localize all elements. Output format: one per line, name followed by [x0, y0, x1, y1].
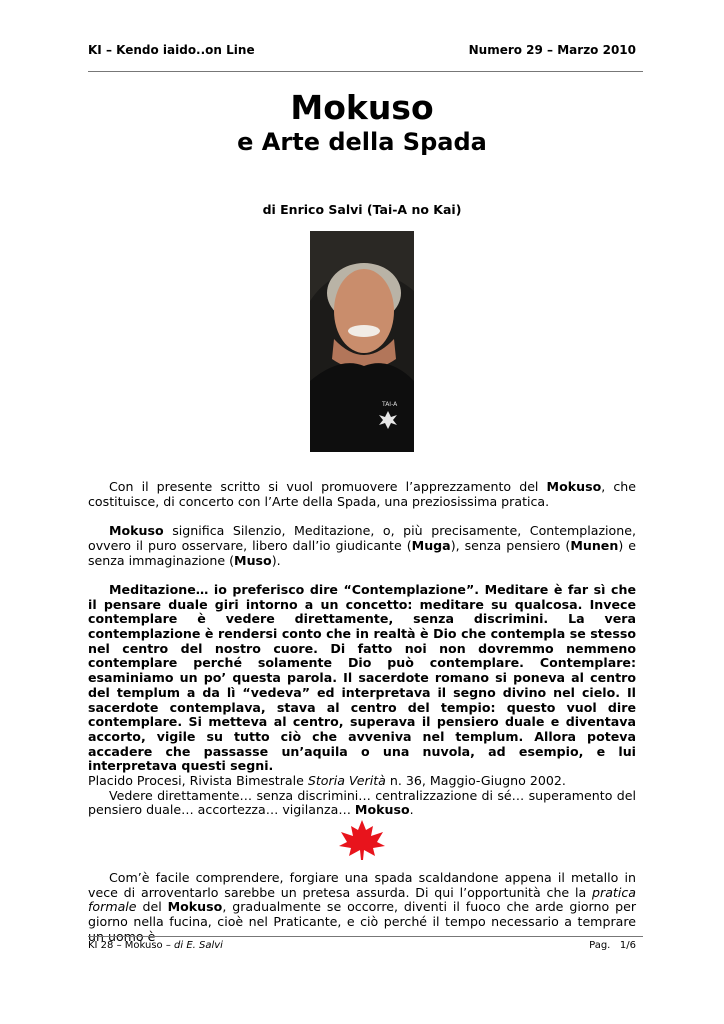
- article-title: Mokuso: [290, 88, 434, 127]
- page-footer: [88, 940, 636, 951]
- text: Com’è facile comprendere, forgiare una spada scaldandone appena il metallo in vece di arroventarlo sarebbe un pretesa assurda. Di qui l’opportunità che la: [88, 870, 636, 900]
- bold-term: Mokuso: [109, 523, 164, 539]
- text: .: [409, 802, 414, 818]
- header-issue: Numero 29 – Marzo 2010: [468, 43, 636, 57]
- article-subtitle: e Arte della Spada: [237, 128, 487, 156]
- text: ) e senza immaginazione (: [88, 537, 636, 568]
- quote-paragraph: Meditazione… io preferisco dire “Contemplazione”. Meditare è far sì che il pensare duale giri intorno a un concetto: meditare su qualcosa. Invece contemplare è vedere direttamente, senza discrimini. La vera contemplazione è rendersi conto che in realtà è Dio che contempla se stesso nel centro del nostro cuore. Di fatto noi non dovremmo nemmeno contemplare perché solamente Dio può contemplare. Contemplare: esaminiamo un po’ questa parola. Il sacerdote romano si poneva al centro del templum a da lì “vedeva” ed interpretava il segno divino nel cielo. Il sacerdote contemplava, stava al centro del tempio: questo vuol dire contemplare. Si metteva al centro, superava il pensiero duale e diventava accorto, vigile su tutto ciò che avveniva nel templum. Allora poteva accadere che passasse un’aquila o una nuvola, ad esempio, e lui interpretava questi segni.: [88, 581, 636, 774]
- text: ).: [271, 552, 281, 568]
- footer-divider: [88, 936, 643, 937]
- article-body: [88, 480, 636, 833]
- svg-text:TAI-A: TAI-A: [382, 401, 398, 408]
- text: , gradualmente se occorre, diventi il fuoco che arde giorno per giorno nella fucina, cioè nel Praticante, e ciò perché il tempo necessario a temprare un uomo è: [88, 899, 637, 944]
- text: del: [136, 899, 168, 915]
- italic-term: pratica formale: [88, 884, 636, 915]
- text: Vedere direttamente… senza discrimini… centralizzazione di sé… superamento del pensiero duale… accortezza… vigilanza…: [88, 787, 636, 818]
- quote-citation: [88, 774, 636, 789]
- paragraph-forging: [88, 871, 636, 945]
- text: Con il presente scritto si vuol promuovere l’apprezzamento del: [109, 479, 547, 494]
- paragraph-definition: [88, 524, 636, 568]
- paragraph-summary: [88, 789, 636, 818]
- bold-term: Muso: [234, 552, 272, 568]
- bold-term: Muga: [411, 537, 451, 553]
- page-header: [88, 43, 636, 57]
- footer-author: di E. Salvi: [174, 940, 223, 951]
- article-author: di Enrico Salvi (Tai-A no Kai): [262, 202, 462, 217]
- bold-term: Mokuso: [354, 802, 410, 818]
- italic-title: Storia Verità: [307, 773, 386, 789]
- text: n. 36, Maggio-Giugno 2002.: [385, 773, 566, 789]
- text: significa Silenzio, Meditazione, o, più precisamente, Contemplazione, ovvero il puro osservare, libero dall’io giudicante (: [88, 523, 636, 553]
- bold-term: Mokuso: [546, 479, 602, 494]
- text: ), senza pensiero (: [450, 537, 571, 553]
- header-divider: [88, 71, 643, 72]
- maple-leaf-icon: [337, 818, 387, 862]
- footer-article: [88, 940, 223, 951]
- text: , che costituisce, di concerto con l’Arte della Spada, una preziosissima pratica.: [88, 479, 636, 509]
- header-publication: KI – Kendo iaido..on Line: [88, 43, 255, 57]
- page-number: Pag. 1/6: [589, 940, 636, 951]
- footer-title: KI 28 – Mokuso –: [88, 940, 175, 951]
- author-photo: [310, 231, 414, 452]
- text: Placido Procesi, Rivista Bimestrale: [88, 773, 308, 789]
- bold-term: Munen: [570, 537, 619, 553]
- bold-term: Mokuso: [167, 899, 223, 915]
- paragraph-intro: [88, 480, 636, 509]
